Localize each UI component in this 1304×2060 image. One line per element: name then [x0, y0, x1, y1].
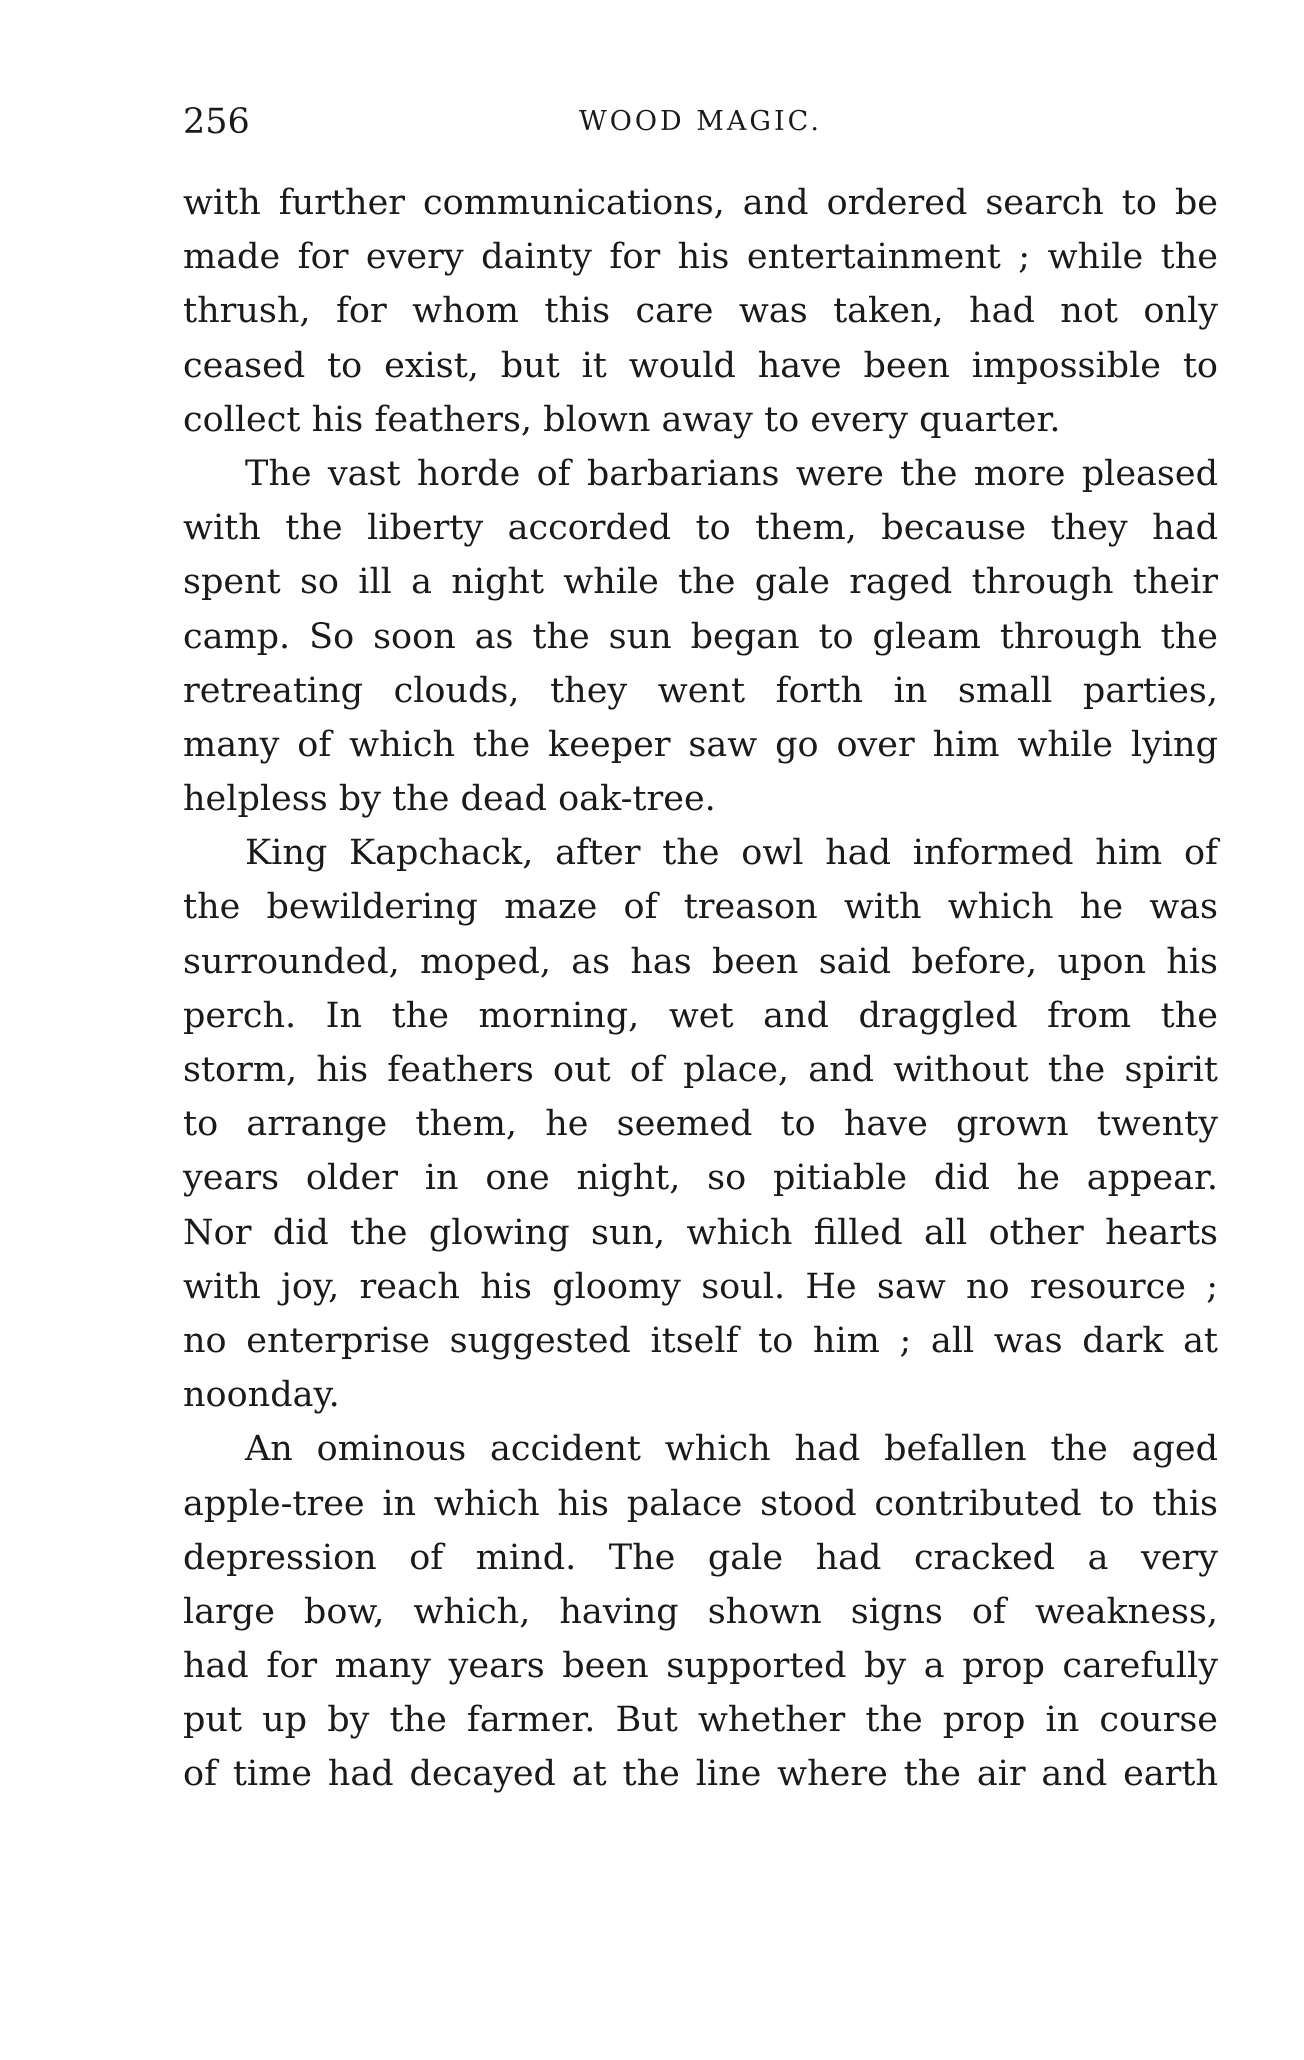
- text-line: The vast horde of barbarians were the more pleased: [245, 453, 1218, 494]
- text-line: retreating clouds, they went forth in small parties,: [183, 670, 1218, 711]
- running-head: [183, 96, 1218, 148]
- paragraph-1: [183, 176, 1218, 447]
- text-line: Nor did the glowing sun, which filled all other hearts: [183, 1212, 1218, 1253]
- text-line: ceased to exist, but it would have been impossible to: [183, 345, 1218, 386]
- text-line: helpless by the dead oak-tree.: [183, 779, 716, 820]
- text-line: put up by the farmer. But whether the prop in course: [183, 1700, 1218, 1741]
- text-line: many of which the keeper saw go over him while lying: [183, 724, 1218, 765]
- paragraph-4: [183, 1422, 1218, 1801]
- text-line: collect his feathers, blown away to every quarter.: [183, 399, 1061, 440]
- text-line: of time had decayed at the line where the air and earth: [183, 1754, 1218, 1795]
- text-line: spent so ill a night while the gale raged through their: [183, 562, 1218, 603]
- text-line: with further communications, and ordered search to be: [183, 183, 1218, 223]
- paragraph-3: [183, 826, 1218, 1422]
- text-line: perch. In the morning, wet and draggled from the: [183, 995, 1218, 1036]
- text-line: King Kapchack, after the owl had informed him of: [245, 833, 1218, 874]
- paragraph-2: [183, 447, 1218, 826]
- text-line: no enterprise suggested itself to him ; all was dark at: [183, 1320, 1218, 1361]
- text-line: An ominous accident which had befallen the aged: [245, 1429, 1218, 1470]
- text-line: with joy, reach his gloomy soul. He saw no resource ;: [183, 1266, 1218, 1307]
- text-line: large bow, which, having shown signs of weakness,: [183, 1591, 1218, 1632]
- text-line: storm, his feathers out of place, and without the spirit: [183, 1050, 1218, 1090]
- text-line: with the liberty accorded to them, because they had: [183, 508, 1218, 549]
- text-line: camp. So soon as the sun began to gleam through the: [183, 616, 1218, 657]
- text-line: depression of mind. The gale had cracked a very: [183, 1537, 1218, 1578]
- text-line: the bewildering maze of treason with which he was: [183, 887, 1218, 928]
- body-text: [183, 176, 1218, 1802]
- text-line: thrush, for whom this care was taken, had not only: [183, 291, 1218, 332]
- book-page: [183, 96, 1218, 1802]
- page-number: 256: [183, 102, 250, 142]
- text-line: apple-tree in which his palace stood contributed to this: [183, 1483, 1218, 1524]
- text-line: surrounded, moped, as has been said before, upon his: [183, 941, 1218, 982]
- running-title: WOOD MAGIC.: [579, 106, 822, 137]
- text-line: to arrange them, he seemed to have grown twenty: [183, 1104, 1218, 1145]
- text-line: years older in one night, so pitiable did he appear.: [183, 1158, 1218, 1199]
- text-line: made for every dainty for his entertainment ; while the: [183, 237, 1218, 278]
- text-line: noonday.: [183, 1375, 340, 1416]
- text-line: had for many years been supported by a prop carefully: [183, 1646, 1218, 1687]
